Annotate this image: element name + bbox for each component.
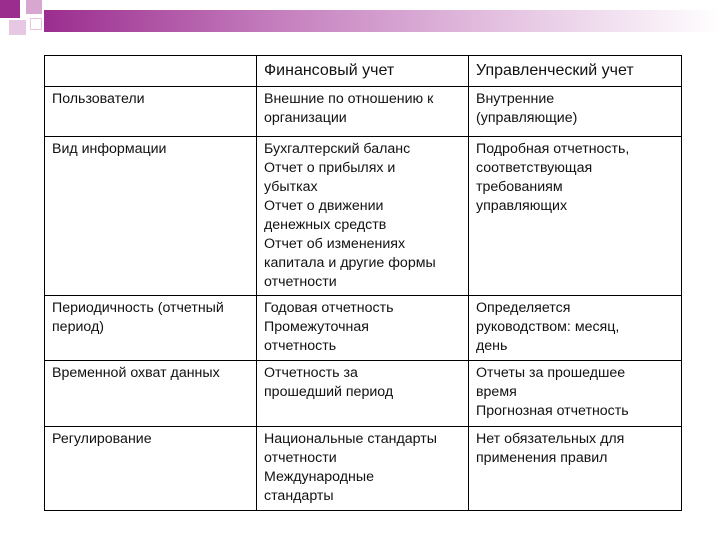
table-header-row — [45, 56, 682, 87]
criterion-cell: Пользователи — [45, 87, 257, 137]
header-cell-financial: Финансовый учет — [257, 56, 469, 87]
header-cell-criterion — [45, 56, 257, 87]
header-gradient-bar — [44, 10, 720, 32]
management-cell: Определяется руководством: месяц, день — [469, 296, 682, 361]
financial-cell: Отчетность за прошедший период — [257, 361, 469, 427]
management-cell: Внутренние (управляющие) — [469, 87, 682, 137]
table-row — [45, 296, 682, 361]
decor-square-4 — [30, 18, 42, 30]
management-cell: Нет обязательных для применения правил — [469, 427, 682, 511]
financial-cell: Годовая отчетность Промежуточная отчетность — [257, 296, 469, 361]
criterion-cell: Регулирование — [45, 427, 257, 511]
financial-cell: Внешние по отношению к организации — [257, 87, 469, 137]
decor-square-1 — [0, 0, 20, 18]
table-row — [45, 361, 682, 427]
management-cell: Отчеты за прошедшее время Прогнозная отчетность — [469, 361, 682, 427]
management-cell: Подробная отчетность, соответствующая требованиям управляющих — [469, 137, 682, 296]
comparison-table — [44, 55, 682, 511]
table-row — [45, 137, 682, 296]
table-row — [45, 87, 682, 137]
criterion-cell: Периодичность (отчетный период) — [45, 296, 257, 361]
decor-square-2 — [26, 0, 42, 14]
financial-cell: Бухгалтерский баланс Отчет о прибылях и убытках Отчет о движении денежных средств Отчет об изменениях капитала и другие формы отчетности — [257, 137, 469, 296]
criterion-cell: Временной охват данных — [45, 361, 257, 427]
criterion-cell: Вид информации — [45, 137, 257, 296]
table-row — [45, 427, 682, 511]
header-cell-management: Управленческий учет — [469, 56, 682, 87]
financial-cell: Национальные стандарты отчетности Международные стандарты — [257, 427, 469, 511]
decor-square-3 — [9, 20, 26, 35]
